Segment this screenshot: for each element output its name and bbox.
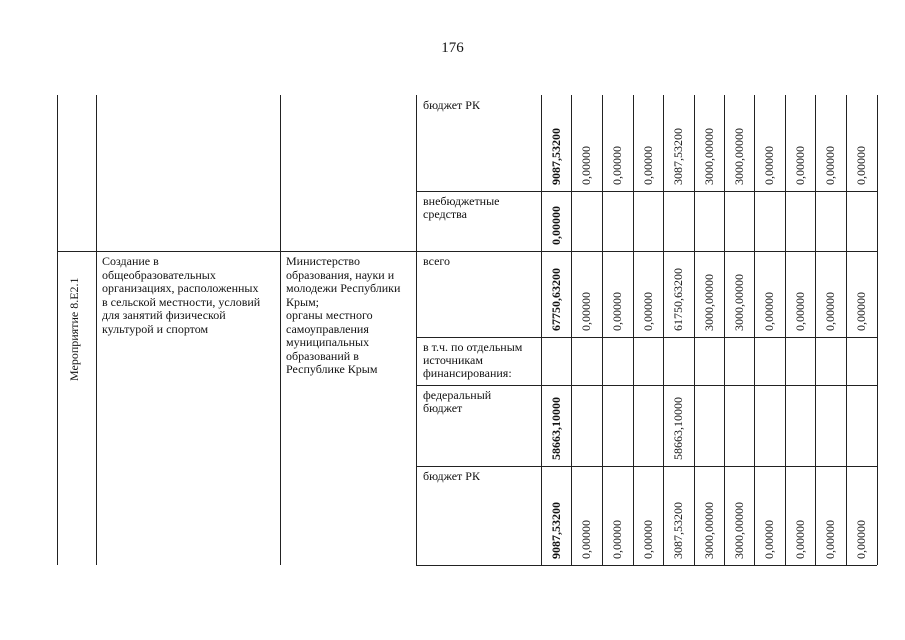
source-line: средства [423, 207, 468, 221]
executor-line: органы местного [286, 308, 373, 322]
value-cell: 0,00000 [610, 146, 624, 185]
value-cell: 0,00000 [854, 292, 868, 331]
row-total: 9087,53200 [549, 128, 563, 185]
description-line: в сельской местности, условий [102, 294, 261, 309]
value-cell: 0,00000 [793, 146, 807, 185]
executor-line: самоуправления [286, 321, 369, 336]
value-cell: 3087,53200 [671, 128, 685, 185]
value-cell: 0,00000 [641, 520, 655, 559]
table-hline [416, 337, 877, 338]
row-total: 58663,10000 [549, 397, 563, 460]
table-vline [785, 95, 786, 565]
value-cell: 0,00000 [641, 292, 655, 331]
source-line: всего [423, 254, 451, 268]
value-cell: 0,00000 [762, 146, 776, 185]
table-hline [416, 191, 877, 192]
description-line: Создание в [102, 254, 159, 268]
table-hline [57, 251, 416, 252]
value-cell: 0,00000 [854, 146, 868, 185]
value-cell: 3000,00000 [702, 274, 716, 331]
table-vline [754, 95, 755, 565]
value-cell: 0,00000 [641, 146, 655, 185]
value-cell: 0,00000 [823, 292, 837, 331]
table-vline [541, 95, 542, 565]
value-cell: 3000,00000 [732, 502, 746, 559]
source-line: бюджет РК [423, 98, 480, 112]
source-line: источникам [423, 353, 483, 367]
table-hline [416, 466, 877, 467]
value-cell: 58663,10000 [671, 397, 685, 460]
row-total: 0,00000 [549, 206, 563, 245]
row-total: 67750,63200 [549, 268, 563, 331]
executor-line: Крым; [286, 294, 319, 309]
source-line: в т.ч. по отдельным [423, 340, 523, 354]
table-vline [633, 95, 634, 565]
table-hline [416, 385, 877, 386]
value-cell: 3000,00000 [732, 274, 746, 331]
source-line: внебюджетные [423, 194, 500, 208]
table-vline [724, 95, 725, 565]
source-line: финансирования: [423, 366, 512, 380]
table-vline [815, 95, 816, 565]
row-total: 9087,53200 [549, 502, 563, 559]
value-cell: 0,00000 [793, 520, 807, 559]
table-vline [846, 95, 847, 565]
source-line: федеральный [423, 388, 492, 402]
value-cell: 0,00000 [579, 146, 593, 185]
value-cell: 0,00000 [854, 520, 868, 559]
value-cell: 3087,53200 [671, 502, 685, 559]
table-vline [602, 95, 603, 565]
value-cell: 61750,63200 [671, 268, 685, 331]
value-cell: 3000,00000 [702, 128, 716, 185]
executor-line: молодежи Республики [286, 281, 401, 295]
executor-line: муниципальных [286, 335, 370, 349]
table-vline [57, 95, 58, 565]
table-vline [694, 95, 695, 565]
value-cell: 0,00000 [823, 146, 837, 185]
measure-label: Мероприятие 8.Е2.1 [67, 277, 81, 381]
value-cell: 0,00000 [579, 520, 593, 559]
page-number: 176 [441, 40, 464, 56]
value-cell: 0,00000 [610, 520, 624, 559]
executor-line: образования, науки и [286, 267, 395, 282]
value-cell: 0,00000 [793, 292, 807, 331]
table-hline [416, 251, 877, 252]
description-line: для занятий физической [102, 308, 226, 322]
executor-line: Республике Крым [286, 362, 378, 376]
table-vline [571, 95, 572, 565]
table-vline [663, 95, 664, 565]
table-vline [96, 95, 97, 565]
table-vline [877, 95, 878, 565]
source-line: бюджет [423, 401, 463, 415]
source-line: бюджет РК [423, 469, 480, 483]
description-line: культурой и спортом [102, 321, 209, 336]
value-cell: 3000,00000 [702, 502, 716, 559]
executor-line: Министерство [286, 254, 360, 268]
description-line: организациях, расположенных [102, 281, 259, 295]
value-cell: 0,00000 [762, 292, 776, 331]
table-vline [416, 95, 417, 565]
value-cell: 0,00000 [762, 520, 776, 559]
value-cell: 0,00000 [579, 292, 593, 331]
executor-line: образований в [286, 348, 359, 363]
value-cell: 0,00000 [823, 520, 837, 559]
table-hline [416, 565, 877, 566]
description-line: общеобразовательных [102, 267, 216, 282]
table-vline [280, 95, 281, 565]
value-cell: 3000,00000 [732, 128, 746, 185]
value-cell: 0,00000 [610, 292, 624, 331]
